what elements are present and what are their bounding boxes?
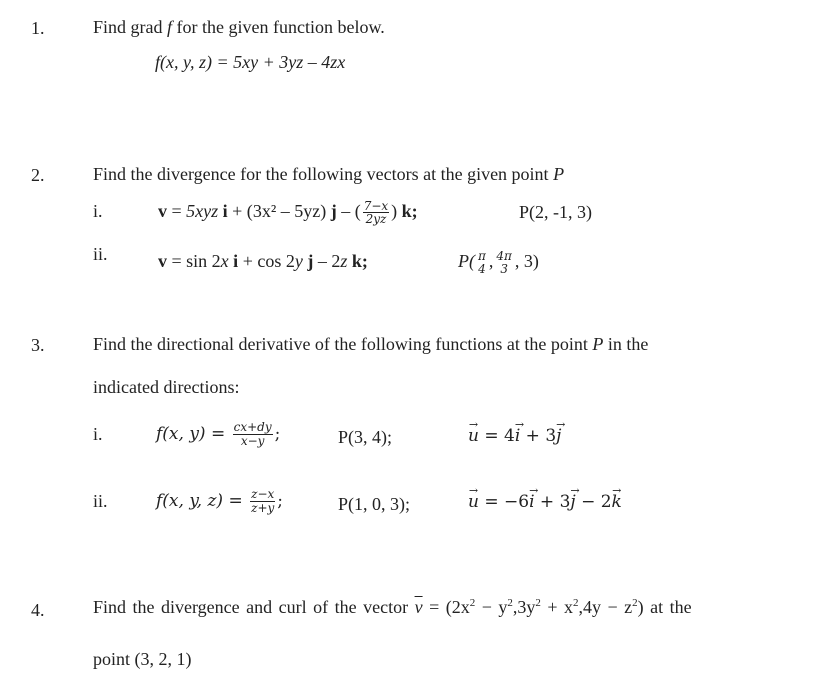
- q3-i-unit-i: → i: [515, 428, 520, 445]
- q2-i-unit-k: k;: [401, 201, 418, 221]
- q2-ii-mid: + cos 2: [238, 251, 295, 271]
- q3-i-u-rhs: = 4: [478, 426, 515, 446]
- q3-ii-mid2: − 2: [575, 492, 612, 512]
- q3-line1-var: P: [592, 334, 604, 354]
- q3-i-frac-num: cx+dy: [233, 420, 272, 435]
- q2-prompt: [93, 165, 564, 183]
- q1-prompt-pre: Find grad: [93, 17, 167, 37]
- q3-line2: indicated directions:: [93, 377, 240, 397]
- q3-item-ii-label: ii.: [93, 491, 108, 511]
- q2-i-minus: – (: [336, 201, 361, 221]
- q4-expr-1: = (2x: [422, 597, 470, 617]
- q4-sup-c: 2: [535, 597, 541, 609]
- q3-i-fraction: [233, 421, 273, 447]
- q3-i-u: → u: [468, 428, 479, 445]
- q2-i-close: ): [320, 201, 331, 221]
- q2-i-term1: 5xyz: [186, 201, 219, 221]
- q2-item-ii-point: [458, 245, 539, 277]
- q2-item-i-point: P(2, -1, 3): [519, 202, 592, 222]
- q2-i-frac-den: 2yz: [363, 212, 389, 226]
- q2-i-fraction: [363, 200, 389, 226]
- q2-ii-point-p: P(: [458, 251, 475, 271]
- q2-ii-frac1-den: 4: [478, 261, 486, 276]
- q2-i-frac-num: 7−x: [363, 198, 389, 213]
- q3-i-unit-j: → j: [556, 428, 561, 445]
- q3-item-i-function: [156, 418, 280, 450]
- q3-ii-frac-den: z+y: [251, 501, 275, 515]
- q4-line2: point (3, 2, 1): [93, 649, 192, 669]
- q2-ii-z: z: [340, 251, 348, 271]
- q3-item-ii-function: [156, 485, 283, 517]
- q4-line1-post: at the: [643, 597, 692, 617]
- q2-item-ii-expression: [158, 252, 368, 270]
- q4-expr-5: ,4y − z: [578, 597, 633, 617]
- q4-expr-3: ,3y: [512, 597, 536, 617]
- q2-item-i-label: i.: [93, 201, 103, 221]
- q2-i-v: v: [158, 201, 167, 221]
- q3-item-ii-point: P(1, 0, 3);: [338, 494, 410, 514]
- q3-ii-unit-i: → i: [529, 494, 534, 511]
- q2-item-i-expression: [158, 195, 418, 227]
- q2-item-ii-label: ii.: [93, 244, 108, 264]
- q3-line1-post: in the: [603, 334, 649, 354]
- q2-i-close2: ): [391, 201, 402, 221]
- q2-ii-frac1: [477, 250, 487, 275]
- q2-ii-frac1-num: π: [478, 249, 486, 264]
- q4-sup-d: 2: [573, 597, 579, 609]
- q2-ii-frac2: [495, 250, 513, 275]
- q2-i-unit-i: i: [222, 201, 228, 221]
- q4-sup-b: 2: [507, 597, 513, 609]
- q3-line1-pre: Find the directional derivative of the following functions at the point: [93, 334, 593, 354]
- q2-prompt-var: P: [553, 164, 565, 184]
- q1-prompt-var: f: [167, 17, 173, 37]
- q2-ii-eq: = sin 2: [167, 251, 221, 271]
- q2-i-unit-j: j: [330, 201, 337, 221]
- q2-ii-unit-j: j: [307, 251, 314, 271]
- q3-item-i-direction: [468, 428, 561, 445]
- q2-ii-frac2-den: 3: [500, 261, 508, 276]
- q2-ii-unit-i: i: [233, 251, 239, 271]
- q2-ii-unit-k: k;: [351, 251, 368, 271]
- q3-ii-unit-k: → k: [612, 494, 622, 511]
- q1-prompt: [93, 18, 385, 36]
- q3-i-semicolon: ;: [274, 424, 281, 444]
- q4-expr-4: + x: [540, 597, 574, 617]
- q4-number: 4.: [31, 600, 45, 620]
- q2-ii-v: v: [158, 251, 167, 271]
- q2-ii-point-tail: , 3): [514, 251, 539, 271]
- q3-ii-fraction: [250, 488, 275, 514]
- q2-number: 2.: [31, 165, 45, 185]
- q2-prompt-pre: Find the divergence for the following vectors at the given point: [93, 164, 554, 184]
- q4-expr-6: ): [637, 597, 644, 617]
- q3-i-mid: + 3: [520, 426, 557, 446]
- q4-sup-a: 2: [469, 597, 476, 609]
- q3-ii-u-rhs: = −6: [478, 492, 530, 512]
- q2-ii-comma: ,: [488, 251, 494, 271]
- q4-expr-2: − y: [475, 597, 508, 617]
- q3-item-ii-direction: [468, 494, 622, 511]
- q1-prompt-post: for the given function below.: [172, 17, 385, 37]
- q3-line1: [93, 335, 648, 353]
- q1-number: 1.: [31, 18, 45, 38]
- q3-ii-lhs: f(x, y, z) =: [156, 491, 249, 511]
- q1-function: f(x, y, z) = 5xy + 3yz – 4zx: [155, 52, 346, 72]
- q4-sup-e: 2: [632, 597, 638, 609]
- q3-ii-mid: + 3: [534, 492, 571, 512]
- q2-i-term2: 3x² – 5yz: [252, 201, 321, 221]
- q2-ii-y: y: [294, 251, 303, 271]
- q4-vector-v: $\overline{v}$: [414, 597, 423, 617]
- q3-item-i-label: i.: [93, 424, 103, 444]
- q2-i-plus: + (: [227, 201, 253, 221]
- q3-number: 3.: [31, 335, 45, 355]
- q2-ii-minus: – 2: [313, 251, 341, 271]
- q3-i-lhs: f(x, y) =: [156, 424, 231, 444]
- q3-item-i-point: P(3, 4);: [338, 427, 392, 447]
- q3-i-frac-den: x−y: [233, 434, 273, 448]
- q3-ii-semicolon: ;: [277, 491, 284, 511]
- q2-ii-x: x: [220, 251, 229, 271]
- q3-ii-unit-j: → j: [570, 494, 575, 511]
- q4-line1: [93, 598, 692, 616]
- q2-ii-frac2-num: 4π: [496, 249, 512, 264]
- q2-i-eq: =: [167, 201, 187, 221]
- q3-ii-u: → u: [468, 494, 479, 511]
- q4-line1-pre: Find the divergence and curl of the vector: [93, 597, 415, 617]
- q3-ii-frac-num: z−x: [251, 487, 275, 502]
